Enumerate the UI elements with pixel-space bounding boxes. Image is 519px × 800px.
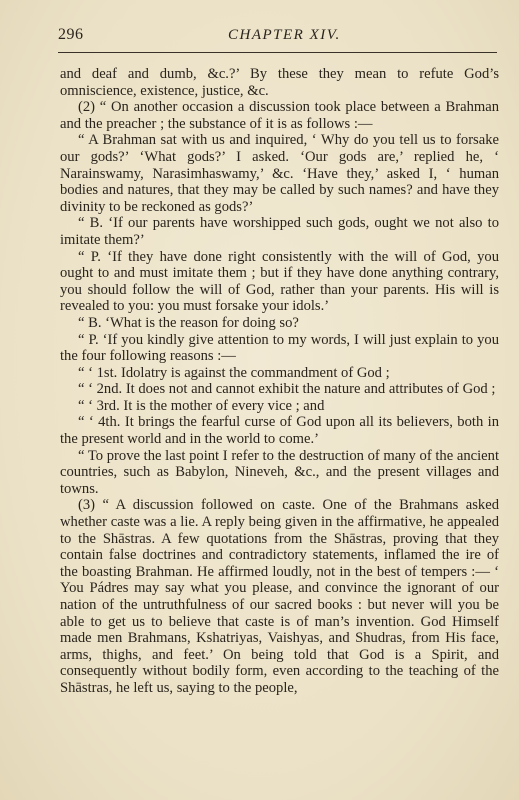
paragraph: (3) “ A discussion followed on caste. One of the Brahmans asked whether caste was a lie. A reply being given in the affirmative, he appealed to the Shāstras. A few quotations from the Shāstras, proving that they contain false doctrines and contradictory statements, inflamed the ire of the boasting Brahman. He affirmed loudly, not in the best of tempers :— ‘ You Pádres may say what you please, and convince the ignorant of our nation of the untruthfulness of our sacred books : but never will you be able to get us to believe that caste is of man’s invention. God Himself made men Brahmans, Kshatriyas, Vaishyas, and Shudras, from His face, arms, thighs, and feet.’ On being told that God is a Spirit, and consequently without bodily form, even according to the teaching of the Shāstras, he left us, saying to the people, bbox=[60, 497, 499, 696]
paragraph: “ ‘ 3rd. It is the mother of every vice ; and bbox=[78, 397, 325, 414]
paragraph: “ B. ‘If our parents have worshipped such gods, ought we not also to imitate them?’ bbox=[60, 215, 499, 248]
body-text bbox=[60, 66, 499, 697]
paragraph: and deaf and dumb, &c.?’ By these they mean to refute God’s omniscience, existence, justice, &c. bbox=[60, 66, 499, 99]
header-rule bbox=[58, 52, 497, 53]
paragraph: “ B. ‘What is the reason for doing so? bbox=[78, 314, 299, 331]
paragraph: “ ‘ 2nd. It does not and cannot exhibit the nature and attributes of God ; bbox=[78, 381, 496, 398]
paragraph: “ P. ‘If you kindly give attention to my words, I will just explain to you the four following reasons :— bbox=[60, 331, 499, 365]
paragraph: “ ‘ 4th. It brings the fearful curse of God upon all its believers, both in the present world and in the world to come.’ bbox=[60, 414, 499, 448]
paragraph: “ To prove the last point I refer to the destruction of many of the ancient countries, such as Babylon, Nineveh, &c., and the present villages and towns. bbox=[60, 447, 499, 497]
page-header bbox=[58, 26, 497, 48]
running-head: CHAPTER XIV. bbox=[228, 27, 341, 43]
paragraph: (2) “ On another occasion a discussion took place between a Brahman and the preacher ; the substance of it is as follows :— bbox=[60, 99, 499, 132]
paragraph: “ P. ‘If they have done right consistently with the will of God, you ought to and must imitate them ; but if they have done anything contrary, you should follow the will of God, rather than your parents. His will is revealed to you: you must forsake your idols.’ bbox=[60, 248, 499, 315]
paragraph: “ A Brahman sat with us and inquired, ‘ Why do you tell us to forsake our gods?’ ‘What gods?’ I asked. ‘Our gods are,’ replied he, ‘ Narainswamy, Narasimhaswamy,’ &c. ‘Have they,’ asked I, ‘ human bodies and natures, that they may be called by such names? and have they divinity to be reckoned as gods?’ bbox=[60, 132, 499, 215]
page-number: 296 bbox=[58, 26, 84, 43]
paragraph: “ ‘ 1st. Idolatry is against the commandment of God ; bbox=[78, 364, 390, 381]
